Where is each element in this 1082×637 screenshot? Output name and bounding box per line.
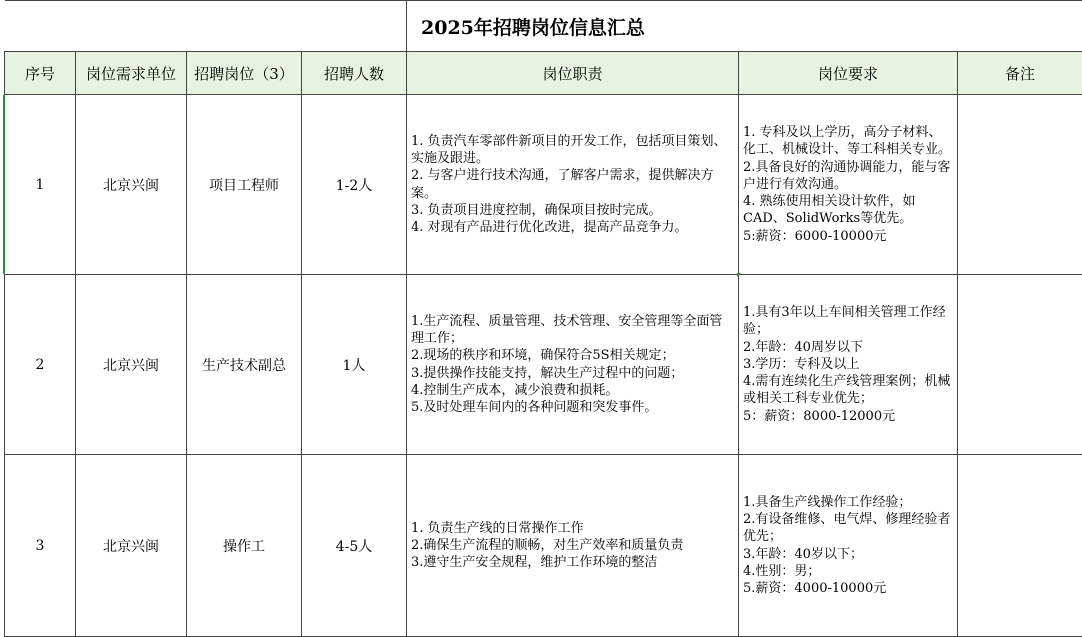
duty-line: 4.控制生产成本，减少浪费和损耗。 <box>411 382 734 399</box>
duty-line: 2.确保生产流程的顺畅，对生产效率和质量负责 <box>411 537 734 554</box>
title-blank-cell[interactable] <box>5 1 407 52</box>
requirement-line: 1. 专科及以上学历，高分子材料、化工、机械设计、等工科相关专业。 <box>743 124 953 158</box>
duty-line: 1. 负责生产线的日常操作工作 <box>411 520 734 537</box>
cell-count[interactable]: 1人 <box>302 275 407 455</box>
requirement-line: 5：薪资：8000-12000元 <box>743 408 953 425</box>
duty-line: 1. 负责汽车零部件新项目的开发工作，包括项目策划、实施及跟进。 <box>411 133 734 167</box>
duty-line: 2. 与客户进行技术沟通，了解客户需求，提供解决方案。 <box>411 167 734 201</box>
cell-position[interactable]: 操作工 <box>187 455 302 637</box>
requirement-line: 3.学历：专科及以上 <box>743 356 953 373</box>
sheet-title[interactable]: 2025年招聘岗位信息汇总 <box>407 1 1082 52</box>
header-no[interactable]: 序号 <box>5 52 76 95</box>
requirement-line: 5:薪资：6000-10000元 <box>743 228 953 245</box>
requirement-line: 4.性别：男； <box>743 563 953 580</box>
header-unit[interactable]: 岗位需求单位 <box>76 52 187 95</box>
requirement-line: 2.具备良好的沟通协调能力，能与客户进行有效沟通。 <box>743 159 953 193</box>
cell-unit[interactable]: 北京兴闽 <box>76 455 187 637</box>
header-requirements[interactable]: 岗位要求 <box>739 52 958 95</box>
cell-note[interactable] <box>958 275 1082 455</box>
cell-duties[interactable] <box>407 275 739 455</box>
requirement-line: 4. 熟练使用相关设计软件，如CAD、SolidWorks等优先。 <box>743 193 953 227</box>
requirement-line: 1.具备生产线操作工作经验； <box>743 494 953 511</box>
duty-line: 5.及时处理车间内的各种问题和突发事件。 <box>411 399 734 416</box>
cell-note[interactable] <box>958 95 1082 275</box>
duty-line: 3.提供操作技能支持，解决生产过程中的问题； <box>411 365 734 382</box>
cell-requirements[interactable] <box>739 455 958 637</box>
header-note[interactable]: 备注 <box>958 52 1082 95</box>
cell-note[interactable] <box>958 455 1082 637</box>
duty-line: 1.生产流程、质量管理、技术管理、安全管理等全面管理工作； <box>411 313 734 347</box>
row-selection-marker <box>3 95 5 274</box>
header-position[interactable]: 招聘岗位（3） <box>187 52 302 95</box>
cell-unit[interactable]: 北京兴闽 <box>76 95 187 275</box>
cell-count[interactable]: 1-2人 <box>302 95 407 275</box>
cell-position[interactable]: 项目工程师 <box>187 95 302 275</box>
cell-comment-indicator <box>737 273 741 277</box>
cell-no[interactable]: 2 <box>5 275 76 455</box>
table-row <box>5 275 1082 455</box>
cell-no[interactable]: 3 <box>5 455 76 637</box>
requirement-line: 4.需有连续化生产线管理案例；机械或相关工科专业优先； <box>743 373 953 407</box>
duty-line: 4. 对现有产品进行优化改进，提高产品竞争力。 <box>411 219 734 236</box>
cell-duties[interactable] <box>407 95 739 275</box>
cell-count[interactable]: 4-5人 <box>302 455 407 637</box>
cell-unit[interactable]: 北京兴闽 <box>76 275 187 455</box>
requirement-line: 2.有设备维修、电气焊、修理经验者优先； <box>743 511 953 545</box>
header-row <box>5 52 1082 95</box>
recruitment-table <box>4 0 1082 637</box>
duty-line: 3. 负责项目进度控制，确保项目按时完成。 <box>411 202 734 219</box>
cell-requirements[interactable] <box>739 95 958 275</box>
cell-requirements[interactable] <box>739 275 958 455</box>
duty-line: 3.遵守生产安全规程，维护工作环境的整洁 <box>411 554 734 571</box>
duty-line: 2.现场的秩序和环境，确保符合5S相关规定； <box>411 347 734 364</box>
cell-duties[interactable] <box>407 455 739 637</box>
requirement-line: 3.年龄：40岁以下； <box>743 546 953 563</box>
requirement-line: 5.薪资：4000-10000元 <box>743 580 953 597</box>
table-row <box>5 455 1082 637</box>
requirement-line: 2.年龄：40周岁以下 <box>743 339 953 356</box>
cell-position[interactable]: 生产技术副总 <box>187 275 302 455</box>
cell-no[interactable]: 1 <box>5 95 76 275</box>
table-row <box>5 95 1082 275</box>
header-count[interactable]: 招聘人数 <box>302 52 407 95</box>
requirement-line: 1.具有3年以上车间相关管理工作经验； <box>743 304 953 338</box>
header-duties[interactable]: 岗位职责 <box>407 52 739 95</box>
